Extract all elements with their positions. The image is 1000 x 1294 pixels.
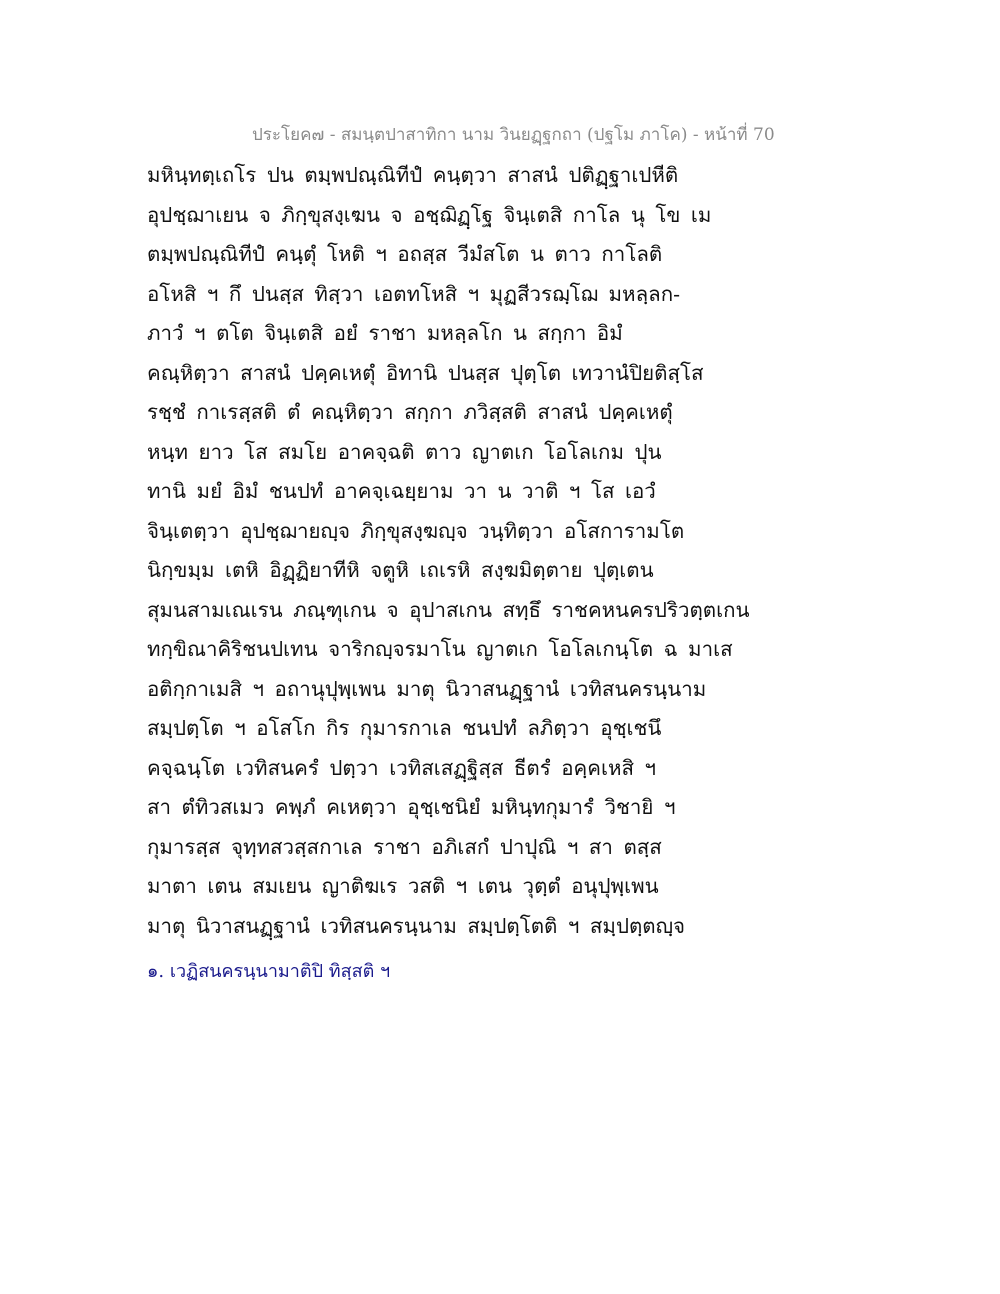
text-line: มาตา เตน สมเยน ญาติฆเร วสติ ฯ เตน วุตฺตํ อนุปุพฺเพน <box>147 874 659 898</box>
text-line: รชฺชํ กาเรสฺสติ ตํ คณฺหิตฺวา สกฺกา ภวิสฺสติ สาสนํ ปคฺคเหตุํ <box>147 400 673 424</box>
text-line: คจฺฉนฺโต เวทิสนครํ ปตฺวา เวทิสเสฏฺฐิสฺส ธีตรํ อคฺคเหสิ ฯ <box>147 755 657 780</box>
text-line: ตมฺพปณฺณิทีปํ คนฺตุํ โหติ ฯ อถสฺส วีมํสโต น ตาว กาโลติ <box>147 242 663 266</box>
text-line: หนฺท ยาว โส สมโย อาคจฺฉติ ตาว ญาตเก โอโลเกม ปุน <box>147 439 662 464</box>
text-line: ทกฺขิณาคิริชนปเทน จาริกญฺจรมาโน ญาตเก โอโลเกนฺโต ฉ มาเส <box>147 637 733 661</box>
text-line: สมฺปตฺโต ฯ อโสโก กิร กุมารกาเล ชนปทํ ลภิตฺวา อุชฺเชนึ <box>147 716 662 740</box>
text-line: อโหสิ ฯ กึ ปนสฺส ทิสฺวา เอตทโหสิ ฯ มุฏสีวรฌฺโฌ มหลฺลก- <box>147 281 681 306</box>
text-line: ภาวํ ฯ ตโต จินฺเตสิ อยํ ราชา มหลฺลโก น สกฺกา อิมํ <box>147 321 623 345</box>
body-text <box>147 156 867 946</box>
footnote: ๑. เวฏิสนครนฺนามาติปิ ทิสฺสติ ฯ <box>147 961 391 982</box>
text-line: คณฺหิตฺวา สาสนํ ปคฺคเหตุํ อิทานิ ปนสฺส ปุตฺโต เทวานํปิยติสฺโส <box>147 360 704 385</box>
text-line: มาตุ นิวาสนฏฺฐานํ เวทิสนครนฺนาม สมฺปตฺโตติ ฯ สมฺปตฺตญฺจ <box>147 913 686 938</box>
text-line: กุมารสฺส จุทฺทสวสฺสกาเล ราชา อภิเสกํ ปาปุณิ ฯ สา ตสฺส <box>147 834 662 859</box>
text-line: สุมนสามเณเรน ภณฺฑุเกน จ อุปาสเกน สทฺธึ ราชคหนครปริวตฺตเกน <box>147 597 750 622</box>
text-line: มหินฺทตฺเถโร ปน ตมฺพปณฺณิทีปํ คนฺตฺวา สาสนํ ปติฏฺฐาเปหีติ <box>147 163 679 187</box>
text-line: นิกฺขมฺม เตหิ อิฏฺฏิยาทีหิ จตูหิ เถเรหิ สงฺฆมิตฺตาย ปุตฺเตน <box>147 558 654 582</box>
text-line: สา ตํทิวสเมว คพฺภํ คเหตฺวา อุชฺเชนิยํ มหินฺทกุมารํ วิชายิ ฯ <box>147 795 676 819</box>
text-line: จินฺเตตฺวา อุปชฺฌายญฺจ ภิกฺขุสงฺฆญฺจ วนฺทิตฺวา อโสการามโต <box>147 518 685 543</box>
page-header: ประโยค๗ - สมนฺตปาสาทิกา นาม วินยฏฺฐกถา (ปฐโม ภาโค) - หน้าที่ 70 <box>252 125 775 145</box>
text-line: อุปชฺฌาเยน จ ภิกฺขุสงฺเฆน จ อชฺฌิฏฺโฐ จินฺเตสิ กาโล นุ โข เม <box>147 202 712 227</box>
text-line: อติกฺกาเมสิ ฯ อถานุปุพฺเพน มาตุ นิวาสนฏฺฐานํ เวทิสนครนฺนาม <box>147 676 707 701</box>
text-line: ทานิ มยํ อิมํ ชนปทํ อาคจฺเฉยฺยาม วา น วาติ ฯ โส เอวํ <box>147 479 656 503</box>
